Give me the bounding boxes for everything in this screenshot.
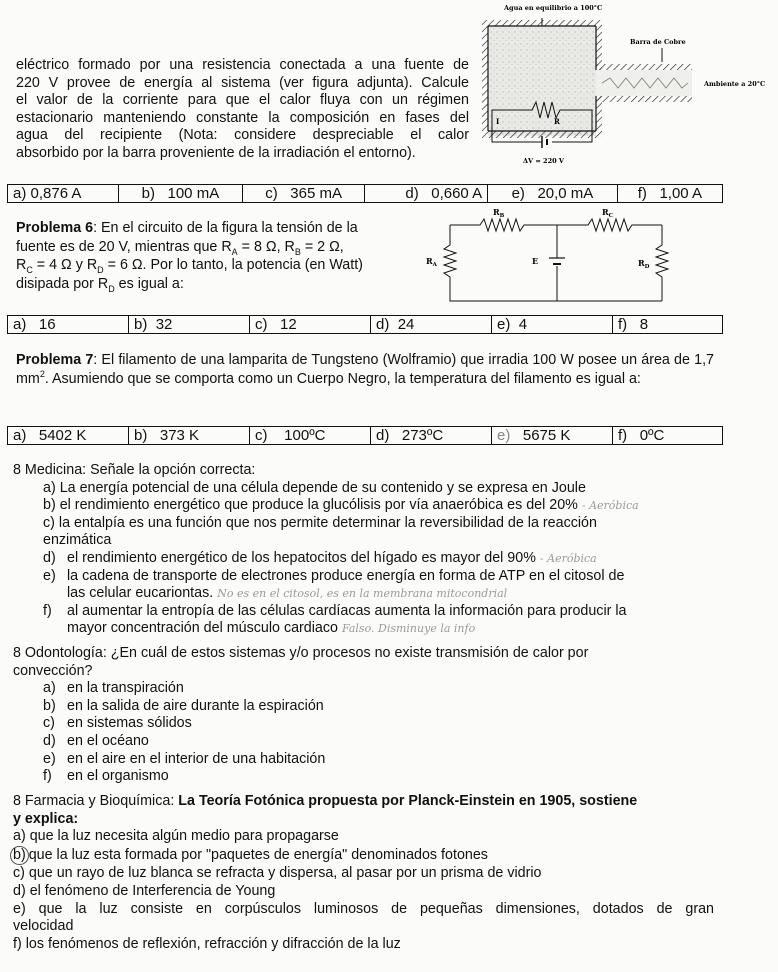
handwritten-note: - Aeróbica: [581, 499, 639, 513]
problem7-answers: [7, 426, 723, 445]
answer-option[interactable]: b) 373 K: [129, 427, 250, 445]
list-item: b) en la salida de aire durante la espiración: [43, 697, 324, 714]
list-item: d) en el océano: [43, 732, 149, 749]
problem5-line: absorbido por la barra proveniente de la irradiación el entorno).: [16, 144, 416, 161]
answer-option[interactable]: e) 20,0 mA: [488, 185, 618, 203]
list-item: b) que la luz esta formada por "paquetes de energía" denominados fotones: [13, 846, 714, 866]
farmacia-heading: 8 Farmacia y Bioquímica: La Teoría Fotónica propuesta por Planck-Einstein en 1905, sostiene: [13, 793, 638, 809]
problem5-text: [16, 57, 469, 163]
problem6-circuit: [420, 200, 720, 310]
answer-option[interactable]: b) 100 mA: [119, 185, 243, 203]
medicina-heading: 8 Medicina: Señale la opción correcta:: [13, 462, 256, 478]
problem7-text: Problema 7: El filamento de una lamparita de Tungsteno (Wolframio) que irradia 100 W posee un área de 1,7 $mm^2$. Asumiendo que se comporta como un Cuerpo Negro, la temperatura del filamento es igual a:: [16, 352, 714, 387]
label-voltage: ΔV = 220 V: [523, 157, 564, 165]
list-item: f) en el organismo: [43, 768, 169, 785]
answer-option[interactable]: f) 8: [613, 316, 723, 334]
rd-label: R: [638, 258, 645, 268]
svg-text:RB: $R_B$: [493, 207, 505, 219]
answer-option[interactable]: f) 1,00 A: [617, 185, 722, 203]
list-item: e) en el aire en el interior de una habitación: [43, 750, 326, 767]
hatch-left: [482, 20, 488, 138]
answer-option[interactable]: a) 0,876 A: [8, 185, 119, 203]
problem5-line: eléctrico formado por una resistencia conectada a una fuente de: [16, 57, 469, 73]
svg-text:RD: $R_D$: [638, 258, 650, 270]
answer-option[interactable]: a) 5402 K: [8, 427, 129, 445]
problem5-line: agua del recipiente (Nota: considere despreciable el calor: [16, 127, 469, 144]
hatch-right-lower: [596, 96, 602, 138]
e-label: E: [532, 256, 539, 266]
answer-option[interactable]: d) 0,660 A: [365, 185, 488, 203]
problem7-title: Problema 7: [16, 352, 94, 368]
problem5-line: estacionario manteniendo constante la composición en fases del: [16, 109, 469, 126]
problem5-line: 220 V provee de energía al sistema (ver figura adjunta). Calcule: [16, 74, 469, 91]
label-water: Agua en equilibrio a 100°C: [504, 4, 603, 12]
svg-text:RA: $R_A$: [426, 256, 437, 268]
problem6-answers: [7, 315, 723, 334]
rb-label: R: [493, 207, 500, 217]
handwritten-note: - Aeróbica: [539, 551, 597, 565]
handwritten-note: Falso. Disminuye la info: [341, 622, 476, 636]
circled-answer-mark: b): [10, 846, 29, 866]
answer-option[interactable]: c) 365 mA: [242, 185, 365, 203]
rc-label: R: [602, 207, 609, 217]
answer-option[interactable]: e) 4: [492, 316, 613, 334]
list-item: d) el rendimiento energético de los hepatocitos del hígado es mayor del 90% - Aeróbica: [43, 549, 597, 566]
list-item: b) el rendimiento energético que produce la glucólisis por vía anaeróbica es del 20% - Aeróbica: [43, 497, 639, 514]
odontologia-section: 8 Odontología: ¿En cuál de estos sistemas y/o procesos no existe transmisión de calor por convección? a) en la transpiración b) en la salida de aire durante la espiración c) en sistemas sólidos d) en el océano e) en el aire en el interior de una habitación f) en el organismo: [13, 645, 733, 786]
problem5-line: el valor de la corriente para que el calor fluya con un régimen: [16, 92, 469, 109]
list-item: c) que un rayo de luz blanca se refracta y dispersa, al pasar por un prisma de vidrio: [13, 865, 542, 882]
label-resistor: R: [554, 117, 560, 126]
answer-option[interactable]: d) 273ºC: [371, 427, 492, 445]
problem6-title: Problema 6: [16, 220, 94, 236]
water-container: [488, 26, 596, 136]
list-item: d) el fenómeno de Interferencia de Young: [13, 882, 276, 899]
hatch-right-upper: [596, 20, 602, 70]
list-item: c) en sistemas sólidos: [43, 715, 192, 732]
list-item: f) los fenómenos de reflexión, refracción y difracción de la luz: [13, 935, 401, 952]
farmacia-section: 8 Farmacia y Bioquímica: La Teoría Fotónica propuesta por Planck-Einstein en 1905, sostiene y explica: a) que la luz necesita algún medio para propagarse b) que la luz esta formada por "paquetes de energía" denominados fotones c) que un rayo de luz blanca se refracta y dispersa, al pasar por un prisma de vidrio d) el fenómeno de Interferencia de Young e) que la luz consiste en corpúsculos luminosos de pequeñas dimensiones, dotados de gran velocidad f) los fenómenos de reflexión, refracción y difracción de la luz: [13, 793, 714, 953]
medicina-section: 8 Medicina: Señale la opción correcta: a) La energía potencial de una célula depende de su contenido y se expresa en Joule b) el rendimiento energético que produce la glucólisis por vía anaeróbica es del 20% - Aeróbica c) la entalpía es una función que nos permite determinar la reversibilidad de la reacción enzimática d) el rendimiento energético de los hepatocitos del hígado es mayor del 90% - Aeróbica e) la cadena de transporte de electrones produce energía en forma de ATP en el citosol de las celular eucariontas. No es en el citosol, es en la membrana mitocondrial f) al aumentar la entropía de las células cardíacas aumenta la información para producir la mayor concentración del músculo cardiaco Falso. Disminuye la info: [13, 462, 733, 638]
handwritten-note: No es en el citosol, es en la membrana mitocondrial: [217, 587, 508, 601]
svg-text:RC: $R_C$: [602, 207, 614, 219]
problem5-figure: [478, 0, 778, 172]
answer-option[interactable]: d) 24: [371, 316, 492, 334]
label-current: I: [496, 117, 500, 126]
list-item: a) La energía potencial de una célula depende de su contenido y se expresa en Joule: [43, 479, 586, 496]
list-item: e) que la luz consiste en corpúsculos luminosos de pequeñas dimensiones, dotados de gran: [13, 900, 714, 917]
list-item: e) la cadena de transporte de electrones produce energía en forma de ATP en el citosol de: [43, 567, 625, 584]
ra-label: R: [426, 256, 433, 266]
list-item: f) al aumentar la entropía de las células cardíacas aumenta la información para producir la: [43, 602, 627, 619]
answer-option[interactable]: e) 5675 K: [492, 427, 613, 445]
list-item: a) que la luz necesita algún medio para propagarse: [13, 828, 339, 845]
odontologia-heading: 8 Odontología: ¿En cuál de estos sistemas y/o procesos no existe transmisión de calor por: [13, 645, 589, 661]
problem6-text: Problema 6: En el circuito de la figura la tensión de la fuente es de 20 V, mientras que $R_A = 8$ Ω, $R_B = 2$ Ω, $R_C = 4$ Ω y $R_D = 6$ Ω. Por lo tanto, la potencia (en Watt) disipada por $R_D$ es igual a:: [16, 220, 363, 294]
answer-option[interactable]: a) 16: [8, 316, 129, 334]
list-item: a) en la transpiración: [43, 680, 184, 697]
label-ambient: Ambiente a 20°C: [704, 80, 766, 88]
label-bar: Barra de Cobre: [630, 38, 686, 46]
answer-option[interactable]: f) 0ºC: [613, 427, 723, 445]
answer-option[interactable]: b) 32: [129, 316, 250, 334]
answer-option[interactable]: c) 12: [250, 316, 371, 334]
list-item: c) la entalpía es una función que nos permite determinar la reversibilidad de la reacción: [43, 514, 597, 531]
answer-option[interactable]: c) 100ºC: [250, 427, 371, 445]
